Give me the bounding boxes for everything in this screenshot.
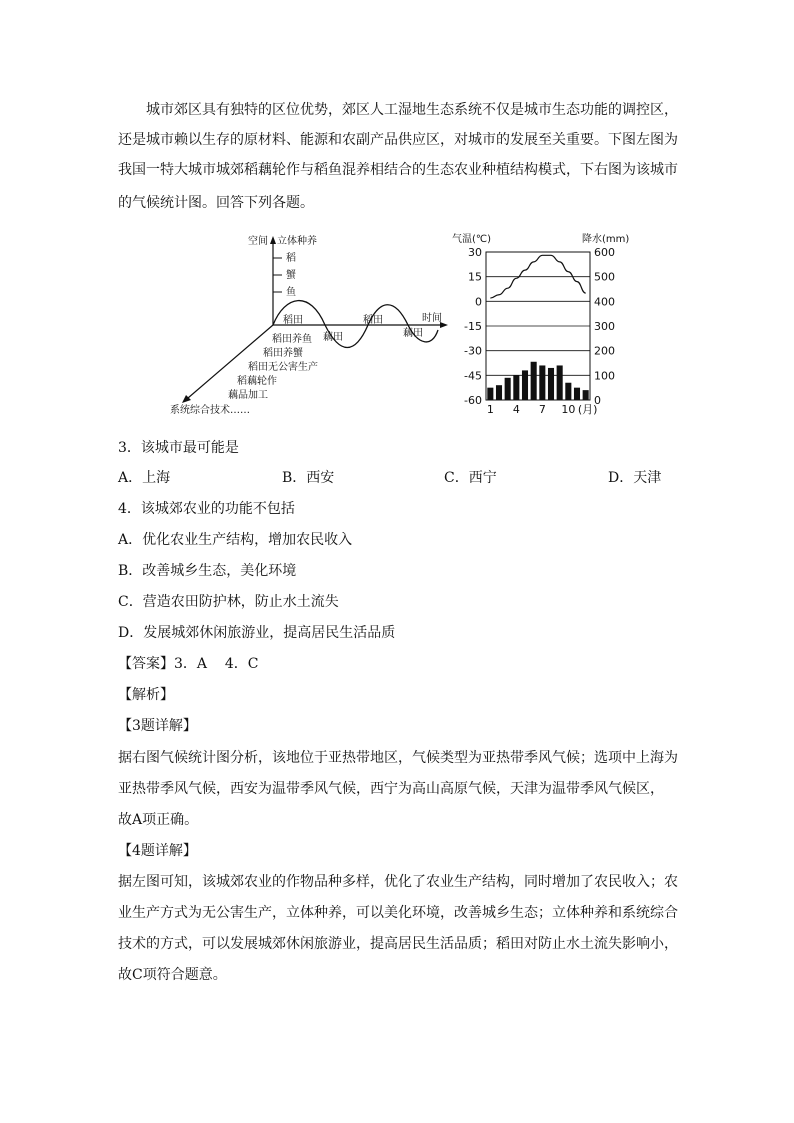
q3-option-d: D．天津 xyxy=(608,470,662,486)
space-axis-label: 空间 xyxy=(248,236,268,247)
q3-detail-line-1: 据右图气候统计图分析，该地位于亚热带地区，气候类型为亚热带季风气候；选项中上海为 xyxy=(118,750,678,766)
analysis-title: 【解析】 xyxy=(118,687,174,703)
precip-bar xyxy=(557,365,563,400)
precip-bar xyxy=(513,375,519,400)
time-axis-label: 时间 xyxy=(422,313,442,324)
q3-option-b: B．西安 xyxy=(282,470,335,486)
q4-option-a: A．优化农业生产结构，增加农民收入 xyxy=(118,532,353,548)
month-tick-label: 1 xyxy=(486,403,494,416)
tech-label-4: 稻藕轮作 xyxy=(237,376,277,387)
q3-option-c: C．西宁 xyxy=(444,470,497,486)
q3-option-a: A．上海 xyxy=(118,470,171,486)
tech-label-3: 稻田无公害生产 xyxy=(248,362,318,373)
temp-tick-label: -45 xyxy=(464,369,482,383)
temp-tick-label: 15 xyxy=(468,270,482,284)
precip-bar xyxy=(487,388,493,400)
q3-stem: 3．该城市最可能是 xyxy=(118,440,239,456)
precip-tick-label: 100 xyxy=(594,369,615,383)
wave-label-3: 稻田 xyxy=(363,315,383,326)
temp-tick-label: 0 xyxy=(475,295,482,309)
precip-bar xyxy=(522,370,528,400)
precip-bar xyxy=(574,388,580,400)
wave-label-2: 藕田 xyxy=(323,332,343,343)
q4-detail-title: 【4题详解】 xyxy=(118,843,197,859)
precip-tick-label: 0 xyxy=(594,394,601,407)
tech-label-2: 稻田养蟹 xyxy=(263,348,303,359)
month-tick-label: 10 xyxy=(561,403,576,416)
precip-tick-label: 600 xyxy=(594,246,615,259)
q4-detail-line-1: 据左图可知，该城郊农业的作物品种多样，优化了农业生产结构，同时增加了农民收入；农 xyxy=(118,874,678,890)
stack-label-rice: 稻 xyxy=(286,253,296,264)
temp-tick-label: -60 xyxy=(464,394,482,407)
climate-chart xyxy=(450,230,640,420)
precip-bar xyxy=(539,365,545,400)
agri-structure-diagram xyxy=(160,230,450,420)
q3-detail-title: 【3题详解】 xyxy=(118,718,197,734)
precip-bar xyxy=(531,362,537,400)
q4-detail-line-3: 技术的方式，可以发展城郊休闲旅游业，提高居民生活品质；稻田对防止水土流失影响小， xyxy=(118,936,678,952)
wave-label-1: 稻田 xyxy=(283,315,303,326)
q4-option-b: B．改善城乡生态，美化环境 xyxy=(118,563,297,579)
temp-tick-label: 30 xyxy=(468,246,482,259)
q3-detail-line-3: 故A项正确。 xyxy=(118,812,199,828)
tech-label-5: 藕品加工 xyxy=(228,390,268,401)
q4-detail-line-4: 故C项符合题意。 xyxy=(118,967,227,983)
q4-stem: 4．该城郊农业的功能不包括 xyxy=(118,501,295,517)
intro-line-2: 还是城市赖以生存的原材料、能源和农副产品供应区，对城市的发展至关重要。下图左图为 xyxy=(118,132,678,148)
precip-tick-label: 500 xyxy=(594,270,615,284)
q3-detail-line-2: 亚热带季风气候，西安为温带季风气候，西宁为高山高原气候，天津为温带季风气候区， xyxy=(118,781,664,797)
temp-axis-title: 气温(℃) xyxy=(452,234,492,245)
space-axis-arrow xyxy=(270,236,276,244)
precip-tick-label: 400 xyxy=(594,295,615,309)
q4-detail-line-2: 业生产方式为无公害生产，立体种养，可以美化环境，改善城乡生态；立体种养和系统综合 xyxy=(118,905,678,921)
precip-bar xyxy=(565,383,571,400)
month-tick-label: 7 xyxy=(538,403,546,416)
stack-label-crab: 蟹 xyxy=(286,270,296,281)
intro-line-4: 的气候统计图。回答下列各题。 xyxy=(118,195,314,211)
intro-line-3: 我国一特大城市城郊稻藕轮作与稻鱼混养相结合的生态农业种植结构模式，下右图为该城市 xyxy=(118,162,678,178)
tech-axis-label: 系统综合技术…… xyxy=(170,405,250,416)
precip-bar xyxy=(583,390,589,400)
month-unit-label: (月) xyxy=(577,403,598,416)
tech-label-1: 稻田养鱼 xyxy=(272,334,312,345)
precip-tick-label: 200 xyxy=(594,344,615,358)
wave-label-4: 藕田 xyxy=(403,328,423,339)
q4-option-c: C．营造农田防护林，防止水土流失 xyxy=(118,594,339,610)
temp-tick-label: -15 xyxy=(464,320,482,333)
precip-tick-label: 300 xyxy=(594,320,615,333)
month-tick-label: 4 xyxy=(512,403,520,416)
precip-bar xyxy=(548,368,554,400)
answer-line: 【答案】3．A 4．C xyxy=(118,656,259,672)
stack-label-fish: 鱼 xyxy=(286,287,296,298)
precip-axis-title: 降水(mm) xyxy=(582,234,630,245)
precip-bar xyxy=(496,385,502,400)
temp-tick-label: -30 xyxy=(464,344,482,358)
q4-option-d: D．发展城郊休闲旅游业，提高居民生活品质 xyxy=(118,625,396,641)
intro-line-1: 城市郊区具有独特的区位优势，郊区人工湿地生态系统不仅是城市生态功能的调控区， xyxy=(146,102,678,118)
stack-label-title: 立体种养 xyxy=(277,236,317,247)
precip-bar xyxy=(505,378,511,400)
